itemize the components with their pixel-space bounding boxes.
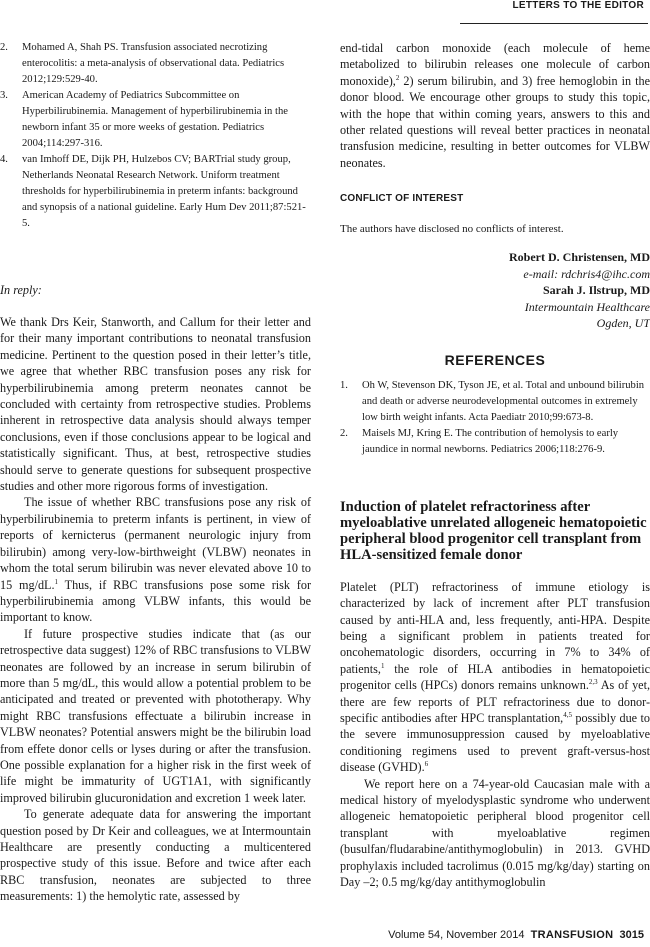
signature-block	[340, 249, 650, 332]
footer-journal: TRANSFUSION	[530, 929, 614, 941]
reference-item: 1. Oh W, Stevenson DK, Tyson JE, et al. Total and unbound bilirubin and death or adverse neurodevelopmental outcomes in extremely low birth weight infants. Acta Paediatr 2010;99:673-8.	[340, 379, 645, 423]
reply-paragraph-continued: end-tidal carbon monoxide (each molecule of heme metabolized to bilirubin releases one molecule of carbon monoxide),$^2$ 2) serum bilirubin, and 3) free hemoglobin in the donor blood. We encourage other groups to study this topic, with the hope that within coming years, answers to this and other related questions will reveal better practices in neonatal transfusion medicine, resulting in better outcomes for VLBW neonates.	[340, 41, 650, 170]
left-column	[0, 40, 311, 905]
footer-volume: Volume 54, November 2014	[388, 929, 525, 941]
reply-paragraph-3: If future prospective studies indicate that (as our retrospective data suggest) 12% of RBC transfusions to VLBW neonates are followed by an increase in serum bilirubin of more than 5 mg/dL, this would allow a potential problem to be anticipated and treated or prevented with phototherapy. Why might RBC transfusions effectuate a bilirubin increase in VLBW neonates? Potential answers might be the bilirubin load from effete donor cells or lyses during or after the transfusion. One possible explanation for a higher risk in the first week of life might be immaturity of UGT1A1, with significantly improved bilirubin glucuronidation and excretion 1 week later.	[0, 626, 311, 805]
page-footer	[388, 929, 644, 941]
header-rule	[460, 23, 648, 24]
footer-page-number: 3015	[619, 929, 644, 941]
article-title: Induction of platelet refractoriness after myeloablative unrelated allogeneic hematopoietic peripheral blood progenitor cell transplant from HLA-sensitized female donor	[340, 498, 647, 563]
author-email: e-mail: rdchris4@ihc.com	[523, 266, 650, 281]
running-head: LETTERS TO THE EDITOR	[512, 0, 644, 11]
reply-paragraph-1: We thank Drs Keir, Stanworth, and Callum for their letter and for their many important contributions to neonatal transfusion medicine. Pertinent to the question posed in their letter’s title, we agree that whether RBC transfusion poses any risk for hyperbilirubinemia among preterm neonates cannot be concluded with certainty from retrospective studies. Problems inherent in retrospective data analysis should always temper conclusions, even if those conclusions appear to be logical and statistically significant. Thus, at best, retrospective studies should serve to generate questions for subsequent prospective studies and other more rigorous forms of investigation.	[0, 315, 311, 494]
author-affiliation: Intermountain Healthcare	[524, 299, 650, 314]
reference-item: 2. Maisels MJ, Kring E. The contribution of hemolysis to early jaundice in normal newborns. Pediatrics 2006;118:276-9.	[340, 427, 619, 455]
in-reply-heading: In reply:	[0, 283, 42, 297]
right-column	[340, 40, 650, 890]
reference-item: 3. American Academy of Pediatrics Subcommittee on Hyperbilirubinemia. Management of hyperbilirubinemia in the newborn infant 35 or more weeks of gestation. Pediatrics 2004;114:297-316.	[0, 90, 288, 149]
reply-paragraph-4: To generate adequate data for answering the important question posed by Dr Keir and colleagues, we at Intermountain Healthcare are presently conducting a multicentered prospective study of this issue. Before and twice after each RBC transfusion, neonates are subjected to three measurements: 1) the hemolytic rate, assessed by	[0, 807, 311, 904]
author-name-2: Sarah J. Ilstrup, MD	[542, 283, 650, 298]
author-name-1: Robert D. Christensen, MD	[509, 250, 650, 265]
reference-item: 2. Mohamed A, Shah PS. Transfusion associated necrotizing enterocolitis: a meta-analysis of observational data. Pediatrics 2012;129:529-40.	[0, 42, 285, 85]
reference-item: 4. van Imhoff DE, Dijk PH, Hulzebos CV; BARTrial study group, Netherlands Neonatal Research Network. Uniform treatment thresholds for hyperbilirubinemia in preterm infants: background and synopsis of a national guideline. Early Hum Dev 2011;87:521-5.	[0, 154, 306, 229]
reply-paragraph-2: The issue of whether RBC transfusions pose any risk of hyperbilirubinemia to preterm infants is pertinent, in view of reports of kernicterus (permanent neurologic injury from bilirubin) among very-low-birthweight (VLBW) neonates in whom the total serum bilirubin was never elevated above 10 to 15 mg/dL.$^1$ Thus, if RBC transfusions pose some risk for hyperbilirubinemia among VLBW infants, this would be important to know.	[0, 495, 311, 625]
right-reference-list	[340, 378, 650, 458]
conflict-of-interest-heading: CONFLICT OF INTEREST	[340, 193, 464, 205]
author-city: Ogden, UT	[596, 316, 650, 331]
left-reference-list	[0, 40, 311, 232]
references-heading: REFERENCES	[444, 351, 546, 368]
article-paragraph-2: We report here on a 74-year-old Caucasian male with a medical history of myelodysplastic syndrome who underwent allogeneic hematopoietic peripheral blood progenitor cell transplant with myeloablative regimen (busulfan/fludarabine/antithymoglobulin) in 2013. GVHD prophylaxis included tacrolimus (0.015 mg/kg/day) starting on Day –2; 0.5 mg/kg/day antithymoglobulin	[340, 776, 650, 890]
conflict-of-interest-text: The authors have disclosed no conflicts of interest.	[340, 223, 564, 236]
article-paragraph-1: Platelet (PLT) refractoriness of immune etiology is characterized by lack of increment after PLT transfusion caused by anti-HLA and, less frequently, anti-HPA. Despite being a significant problem in patients treated for oncohematologic disorders, occurring in 7% to 34% of patients,$^1$ the role of HLA antibodies in hematopoietic progenitor cells (HPCs) donors remains unknown.$^{2,3}$ As of yet, there are few reports of PLT refractoriness due to donor-specific antibodies after HPC transplantation,$^{4,5}$ possibly due to the severe immunosuppression caused by myeloablative conditioning regimens used to prevent graft-versus-host disease (GVHD).$^6$	[340, 579, 650, 775]
